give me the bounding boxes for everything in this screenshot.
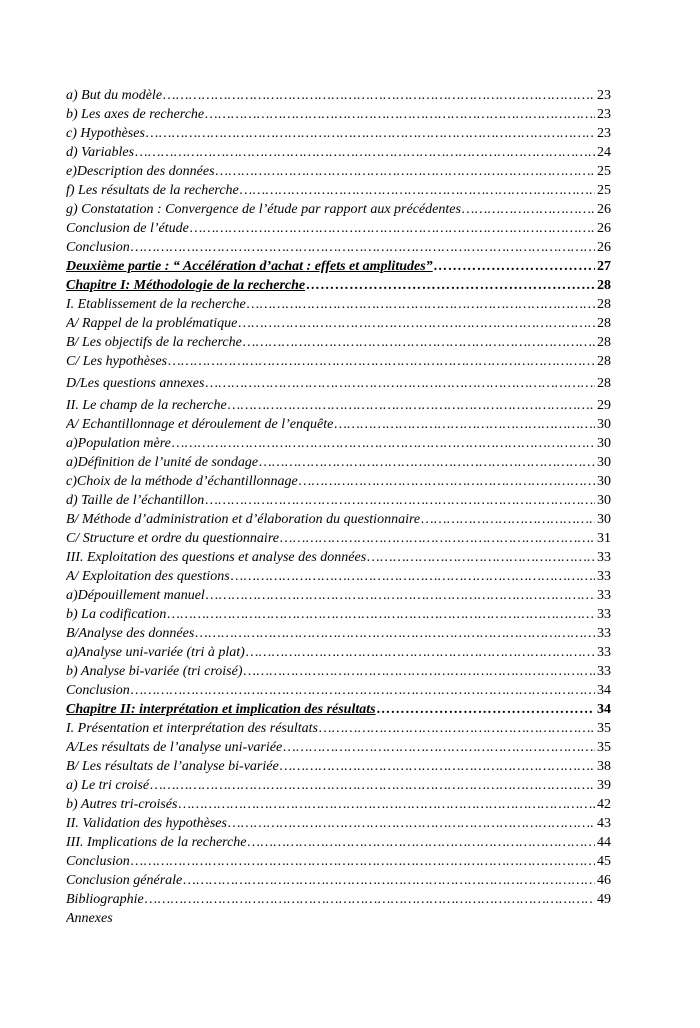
toc-entry-title: A/ Echantillonnage et déroulement de l’enquête (66, 417, 334, 432)
toc-entry (66, 529, 611, 548)
dot-leader (130, 852, 595, 871)
toc-entry-title: C/ Structure et ordre du questionnaire (66, 531, 279, 546)
toc-entry-title: B/ Les objectifs de la recherche (66, 335, 242, 350)
toc-entry-title: A/Les résultats de l’analyse uni-variée (66, 740, 283, 755)
dot-leader (305, 276, 595, 295)
dot-leader (461, 200, 595, 219)
toc-entry (66, 295, 611, 314)
dot-leader (166, 605, 595, 624)
toc-entry (66, 374, 611, 393)
toc-entry-page-number: 33 (597, 664, 611, 679)
toc-entry (66, 276, 611, 295)
toc-entry (66, 757, 611, 776)
dot-leader (204, 374, 595, 393)
dot-leader (243, 662, 595, 681)
dot-leader (282, 738, 595, 757)
toc-entry-page-number: 33 (597, 626, 611, 641)
toc-entry-page-number: 28 (597, 278, 611, 293)
dot-leader (149, 776, 595, 795)
toc-entry-title: B/ Les résultats de l’analyse bi-variée (66, 759, 279, 774)
dot-leader (167, 352, 595, 371)
dot-leader (246, 295, 595, 314)
dot-leader (177, 795, 595, 814)
dot-leader (298, 472, 595, 491)
toc-entry (66, 86, 611, 105)
toc-entry (66, 257, 611, 276)
dot-leader (205, 586, 595, 605)
toc-entry-title: Conclusion (66, 854, 130, 869)
toc-entry-title: Deuxième partie : “ Accélération d’achat : effets et amplitudes” (66, 259, 433, 274)
dot-leader (366, 548, 595, 567)
toc-entry-page-number: 38 (597, 759, 611, 774)
toc-entry (66, 548, 611, 567)
toc-entry-title: f) Les résultats de la recherche (66, 183, 239, 198)
toc-entry (66, 776, 611, 795)
toc-entry (66, 314, 611, 333)
toc-entry (66, 219, 611, 238)
toc-entry (66, 719, 611, 738)
dot-leader (194, 624, 595, 643)
toc-entry-title: B/ Méthode d’administration et d’élaboration du questionnaire (66, 512, 421, 527)
toc-entry-title: e)Description des données (66, 164, 215, 179)
toc-entry-title: A/ Rappel de la problématique (66, 316, 238, 331)
toc-entry-page-number: 28 (597, 376, 611, 391)
toc-entry-page-number: 30 (597, 436, 611, 451)
toc-entry (66, 162, 611, 181)
toc-entry (66, 352, 611, 371)
dot-leader (204, 491, 595, 510)
toc-entry-title: Bibliographie (66, 892, 144, 907)
toc-entry-page-number: 26 (597, 202, 611, 217)
dot-leader (204, 105, 595, 124)
toc-entry-page-number: 29 (597, 398, 611, 413)
toc-entry-title: Conclusion (66, 683, 130, 698)
toc-entry (66, 605, 611, 624)
toc-entry (66, 909, 611, 928)
toc-entry (66, 124, 611, 143)
toc-entry-title: B/Analyse des données (66, 626, 195, 641)
dot-leader (279, 529, 595, 548)
toc-entry-page-number: 23 (597, 88, 611, 103)
toc-entry-title: C/ Les hypothèses (66, 354, 168, 369)
toc-entry-page-number: 44 (597, 835, 611, 850)
toc-entry-title: a)Population mère (66, 436, 171, 451)
toc-entry-title: Conclusion (66, 240, 130, 255)
dot-leader (145, 124, 595, 143)
toc-entry (66, 510, 611, 529)
toc-entry-title: b) Autres tri-croisés (66, 797, 178, 812)
toc-entry (66, 143, 611, 162)
toc-entry-page-number: 23 (597, 107, 611, 122)
toc-entry-page-number: 43 (597, 816, 611, 831)
toc-entry-title: a)Analyse uni-variée (tri à plat) (66, 645, 245, 660)
toc-entry (66, 333, 611, 352)
toc-entry-page-number: 33 (597, 550, 611, 565)
dot-leader (376, 700, 595, 719)
toc-entry (66, 472, 611, 491)
dot-leader (242, 333, 595, 352)
toc-entry-title: Chapitre I: Méthodologie de la recherche (66, 278, 306, 293)
toc-entry (66, 586, 611, 605)
dot-leader (189, 219, 595, 238)
toc-entry-title: I. Etablissement de la recherche (66, 297, 246, 312)
toc-entry-page-number: 26 (597, 240, 611, 255)
toc-entry-page-number: 23 (597, 126, 611, 141)
toc-entry (66, 871, 611, 890)
dot-leader (144, 890, 595, 909)
dot-leader (433, 257, 595, 276)
toc-entry (66, 890, 611, 909)
toc-entry (66, 681, 611, 700)
toc-entry-page-number: 30 (597, 417, 611, 432)
toc-entry (66, 491, 611, 510)
toc-entry-title: A/ Exploitation des questions (66, 569, 230, 584)
toc-entry (66, 453, 611, 472)
toc-entry-title: a) But du modèle (66, 88, 163, 103)
toc-entry-page-number: 30 (597, 512, 611, 527)
toc-entry-page-number: 35 (597, 740, 611, 755)
toc-entry-page-number: 33 (597, 607, 611, 622)
toc-entry-page-number: 28 (597, 316, 611, 331)
toc-entry-title: D/Les questions annexes (66, 376, 205, 391)
toc-entry-title: g) Constatation : Convergence de l’étude par rapport aux précédentes (66, 202, 461, 217)
toc-entry-title: a)Définition de l’unité de sondage (66, 455, 259, 470)
toc-entry-title: b) La codification (66, 607, 167, 622)
toc-entry (66, 181, 611, 200)
toc-entry-title: Conclusion de l’étude (66, 221, 189, 236)
toc-entry-title: Conclusion générale (66, 873, 183, 888)
dot-leader (182, 871, 595, 890)
toc-entry-title: Chapitre II: interprétation et implication des résultats (66, 702, 376, 717)
toc-entry (66, 105, 611, 124)
toc-entry-page-number: 33 (597, 645, 611, 660)
toc-entry-page-number: 33 (597, 569, 611, 584)
toc-entry-title: I. Présentation et interprétation des résultats (66, 721, 318, 736)
toc-entry-title: a)Dépouillement manuel (66, 588, 205, 603)
dot-leader (318, 719, 595, 738)
toc-entry-page-number: 42 (597, 797, 611, 812)
dot-leader (227, 814, 595, 833)
toc-entry-page-number: 30 (597, 493, 611, 508)
toc-entry-page-number: 30 (597, 474, 611, 489)
toc-entry (66, 238, 611, 257)
toc-entry-page-number: 28 (597, 335, 611, 350)
toc-entry-title: b) Les axes de recherche (66, 107, 205, 122)
toc-entry-page-number: 34 (597, 683, 611, 698)
dot-leader (162, 86, 595, 105)
dot-leader (279, 757, 595, 776)
toc-entry-title: II. Le champ de la recherche (66, 398, 227, 413)
toc-entry (66, 624, 611, 643)
toc-entry-title: c)Choix de la méthode d’échantillonnage (66, 474, 298, 489)
toc-entry-page-number: 28 (597, 354, 611, 369)
toc-entry (66, 738, 611, 757)
toc-entry-page-number: 45 (597, 854, 611, 869)
toc-entry-page-number: 46 (597, 873, 611, 888)
toc-entry-title: a) Le tri croisé (66, 778, 150, 793)
toc-entry-title: Annexes (66, 911, 113, 926)
dot-leader (134, 143, 595, 162)
toc-entry (66, 434, 611, 453)
toc-entry-page-number: 34 (597, 702, 611, 717)
toc-entry (66, 662, 611, 681)
toc-entry (66, 700, 611, 719)
dot-leader (130, 238, 595, 257)
toc-entry-title: III. Implications de la recherche (66, 835, 247, 850)
dot-leader (420, 510, 595, 529)
toc-entry (66, 415, 611, 434)
toc-entry-title: b) Analyse bi-variée (tri croisé) (66, 664, 243, 679)
toc-entry (66, 200, 611, 219)
dot-leader (237, 314, 595, 333)
dot-leader (215, 162, 595, 181)
toc-entry-page-number: 49 (597, 892, 611, 907)
toc-entry (66, 833, 611, 852)
toc-entry-page-number: 27 (597, 259, 611, 274)
toc-entry (66, 814, 611, 833)
toc-entry (66, 852, 611, 871)
dot-leader (230, 567, 595, 586)
toc-entry (66, 643, 611, 662)
toc-entry-title: III. Exploitation des questions et analyse des données (66, 550, 367, 565)
toc-entry-title: c) Hypothèses (66, 126, 145, 141)
toc-entry-page-number: 33 (597, 588, 611, 603)
dot-leader (171, 434, 595, 453)
toc-entry-page-number: 24 (597, 145, 611, 160)
dot-leader (239, 181, 595, 200)
toc-entry-page-number: 31 (597, 531, 611, 546)
toc-entry-page-number: 25 (597, 183, 611, 198)
toc-entry-page-number: 30 (597, 455, 611, 470)
toc-entry-page-number: 39 (597, 778, 611, 793)
toc-entry-page-number: 35 (597, 721, 611, 736)
toc-entry-page-number: 26 (597, 221, 611, 236)
toc-entry (66, 567, 611, 586)
dot-leader (227, 396, 595, 415)
toc-entry-title: II. Validation des hypothèses (66, 816, 227, 831)
dot-leader (247, 833, 595, 852)
dot-leader (130, 681, 595, 700)
toc-entry (66, 795, 611, 814)
toc-entry-page-number: 25 (597, 164, 611, 179)
dot-leader (258, 453, 595, 472)
toc-entry (66, 396, 611, 415)
dot-leader (245, 643, 595, 662)
toc-entry-page-number: 28 (597, 297, 611, 312)
table-of-contents (66, 86, 611, 928)
toc-entry-title: d) Variables (66, 145, 135, 160)
dot-leader (333, 415, 595, 434)
toc-entry-title: d) Taille de l’échantillon (66, 493, 205, 508)
